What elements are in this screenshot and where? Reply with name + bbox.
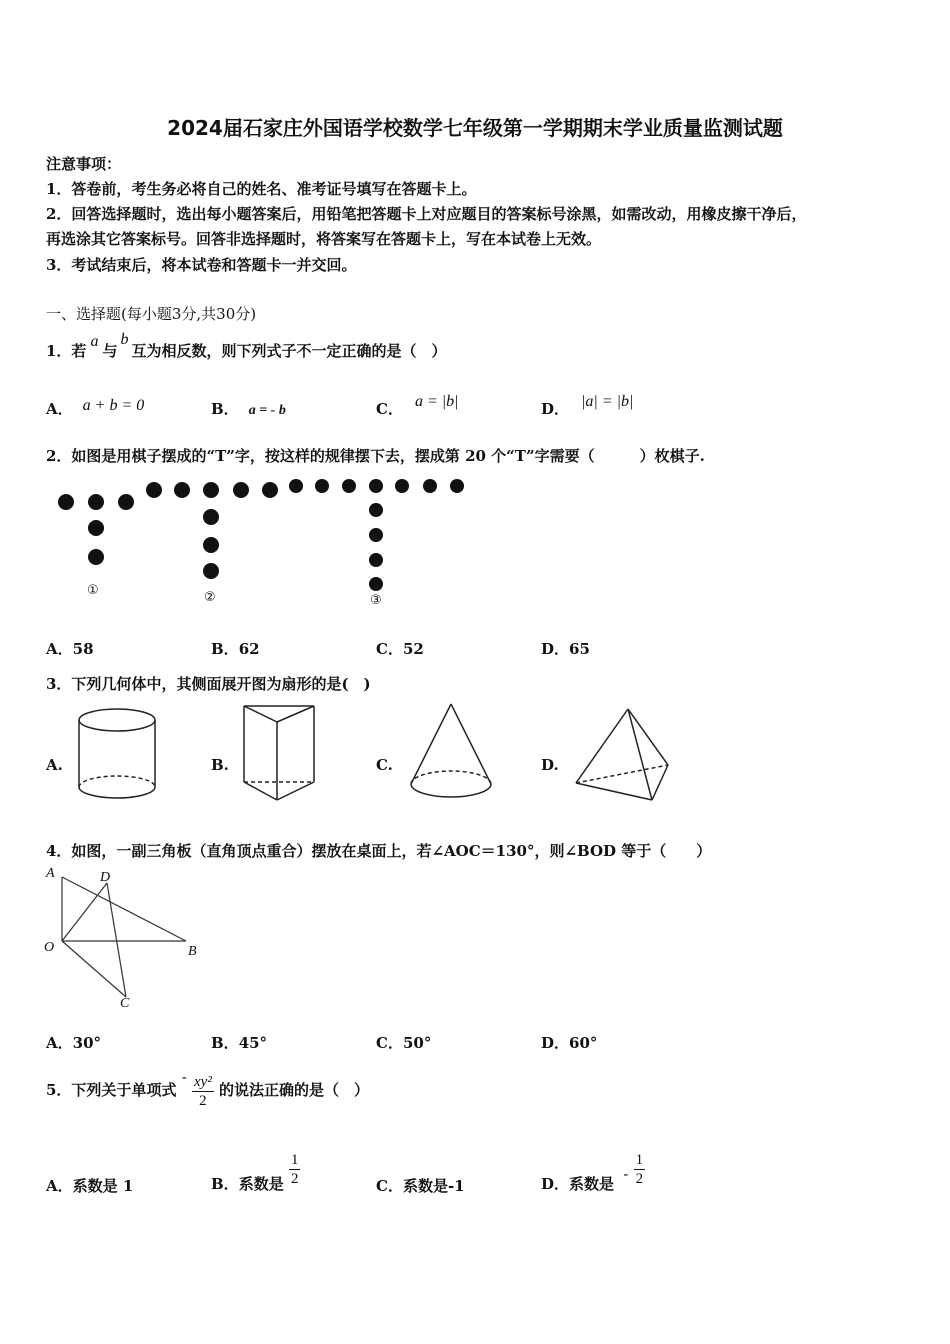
note-item-3: 3．考试结束后，将本试卷和答题卡一并交回。 [46, 256, 357, 274]
section-heading: 一、选择题(每小题3分,共30分) [46, 305, 257, 323]
figure-label-2: ② [204, 590, 216, 605]
option-text: 系数是 [569, 1175, 615, 1193]
option-value: 65 [569, 640, 590, 658]
t-figure-2 [146, 482, 278, 579]
q4-option-b[interactable] [211, 1032, 267, 1053]
q5-option-a[interactable] [46, 1175, 133, 1196]
cone-figure [405, 700, 497, 804]
option-expr: a + b = 0 [82, 397, 145, 414]
q4-option-a[interactable] [46, 1032, 101, 1053]
option-label: A． [46, 640, 73, 658]
option-label: C． [376, 400, 403, 418]
q3-option-c-label[interactable]: C. [376, 756, 393, 774]
q5-option-b[interactable] [211, 1148, 300, 1193]
q1-var-b: b [120, 331, 129, 348]
option-label: B． [211, 1034, 239, 1052]
option-label: B． [211, 640, 239, 658]
triangular-prism-figure [240, 702, 322, 806]
q1-prefix: 1．若 [46, 342, 87, 360]
option-value: 52 [402, 640, 424, 658]
option-expr: a = - b [248, 403, 286, 418]
question-4: 4．如图，一副三角板（直角顶点重合）摆放在桌面上，若∠AOC＝130°，则∠BOD 等于（ ） [46, 842, 712, 860]
q2-option-a[interactable] [46, 638, 94, 659]
q5-monomial-fraction [192, 1073, 214, 1110]
q1-mid: 与 [102, 342, 118, 360]
cylinder-figure [72, 703, 162, 805]
triangle-board-figure [40, 865, 210, 1013]
pyramid-figure [570, 705, 674, 805]
q1-var-a: a [90, 333, 99, 350]
fraction-numerator: 1 [290, 1151, 299, 1168]
q1-suffix: 互为相反数，则下列式子不一定正确的是（ ） [131, 342, 447, 360]
option-expr: |a| = |b| [581, 393, 634, 410]
q3-option-d-label[interactable]: D. [541, 756, 559, 774]
figure-label-1: ① [87, 583, 99, 598]
point-label-c: C [120, 996, 130, 1011]
fraction-denominator: 2 [635, 1170, 644, 1187]
question-3: 3．下列几何体中，其侧面展开图为扇形的是( ) [46, 675, 371, 693]
fraction-denominator: 2 [290, 1170, 299, 1187]
q3-option-b-label[interactable]: B. [211, 756, 229, 774]
notes-heading: 注意事项： [46, 155, 122, 173]
q2-option-b[interactable] [211, 638, 260, 659]
q2-option-c[interactable] [376, 638, 424, 659]
option-label: A． [46, 1034, 73, 1052]
q5-prefix: 5．下列关于单项式 [46, 1081, 177, 1099]
t-figure-3 [289, 479, 464, 591]
option-label: D． [541, 640, 570, 658]
q1-option-d[interactable] [541, 393, 634, 419]
option-label: D． [541, 400, 570, 418]
q1-option-b[interactable] [211, 398, 286, 419]
option-fraction [634, 1151, 646, 1188]
q5-neg-sign: - [181, 1068, 187, 1086]
q2-figure [46, 470, 486, 615]
q3-option-a-label[interactable]: A. [46, 756, 63, 774]
question-1 [46, 331, 447, 361]
option-value: 62 [238, 640, 260, 658]
q5-denominator: 2 [192, 1091, 214, 1110]
option-text: 系数是 [238, 1175, 284, 1193]
point-label-a: A [46, 866, 55, 881]
q5-suffix: 的说法正确的是（ ） [219, 1081, 370, 1099]
q2-option-d[interactable] [541, 638, 590, 659]
question-5 [46, 1070, 369, 1111]
point-label-b: B [188, 944, 197, 959]
option-label: A． [46, 1177, 73, 1195]
fraction-numerator: 1 [635, 1151, 644, 1168]
option-value: 50° [402, 1034, 432, 1052]
q1-option-a[interactable] [46, 398, 144, 419]
point-label-d: D [100, 870, 111, 885]
question-2: 2．如图是用棋子摆成的“T”字，按这样的规律摆下去，摆成第 20 个“T”字需要（ ）枚棋子. [46, 447, 705, 465]
option-label: C． [376, 1034, 403, 1052]
option-label: B． [211, 400, 239, 418]
option-label: B． [211, 1175, 239, 1193]
option-value: 60° [569, 1034, 598, 1052]
option-label: D． [541, 1175, 570, 1193]
option-expr: a = |b| [414, 393, 459, 410]
option-label: A． [46, 400, 73, 418]
option-value: 30° [72, 1034, 102, 1052]
note-item-1: 1．答卷前，考生务必将自己的姓名、准考证号填写在答题卡上。 [46, 180, 477, 198]
page-title: 2024届石家庄外国语学校数学七年级第一学期期末学业质量监测试题 [167, 116, 783, 140]
option-text: 系数是 1 [72, 1177, 134, 1195]
t-figure-1 [58, 494, 134, 565]
q5-option-c[interactable] [376, 1175, 465, 1196]
option-label: C． [376, 640, 403, 658]
option-label: D． [541, 1034, 570, 1052]
q4-option-c[interactable] [376, 1032, 431, 1053]
q5-option-d[interactable] [541, 1148, 645, 1193]
note-item-2: 2．回答选择题时，选出每小题答案后，用铅笔把答题卡上对应题目的答案标号涂黑，如需改动，用橡皮擦干净后， [46, 205, 807, 223]
point-label-o: O [44, 940, 55, 955]
option-value: 45° [238, 1034, 268, 1052]
option-text: 系数是-1 [402, 1177, 465, 1195]
option-fraction [289, 1151, 301, 1188]
figure-label-3: ③ [370, 593, 382, 608]
option-value: 58 [72, 640, 94, 658]
q1-option-c[interactable] [376, 393, 459, 419]
q4-option-d[interactable] [541, 1032, 597, 1053]
q5-numerator: xy² [194, 1073, 212, 1090]
option-label: C． [376, 1177, 403, 1195]
option-neg-sign: - [623, 1165, 629, 1183]
note-item-2-cont: 再选涂其它答案标号。回答非选择题时，将答案写在答题卡上，写在本试卷上无效。 [46, 230, 602, 248]
